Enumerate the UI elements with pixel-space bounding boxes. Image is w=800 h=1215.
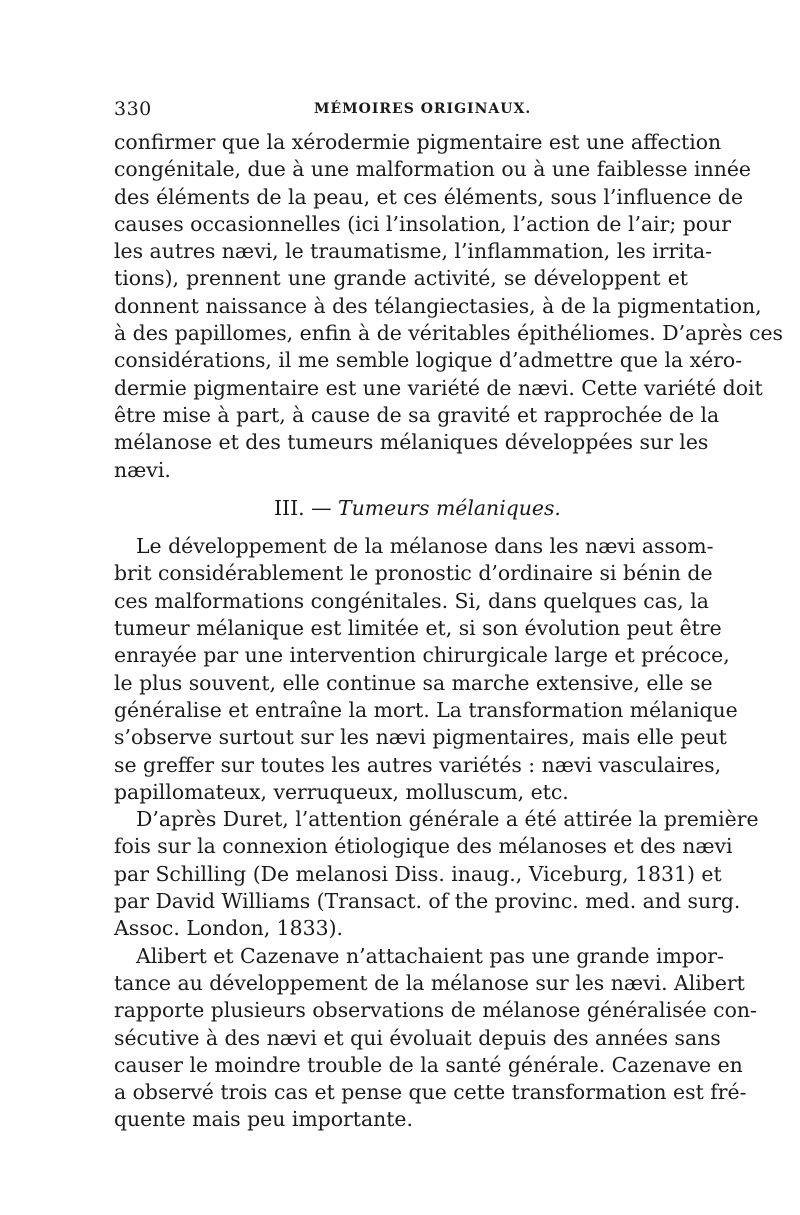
text-line: tance au développement de la mélanose sur les nævi. Alibert [114, 970, 745, 995]
text-line: quente mais peu importante. [114, 1107, 413, 1132]
text-line: être mise à part, à cause de sa gravité et rapprochée de la [114, 402, 720, 427]
text-line: dermie pigmentaire est une variété de nævi. Cette variété doit [114, 375, 763, 400]
page-number: 330 [114, 98, 152, 120]
text-line: rapporte plusieurs observations de mélanose généralisée con- [114, 998, 757, 1023]
running-title: MÉMOIRES ORIGINAUX. [314, 101, 532, 117]
text-line: fois sur la connexion étiologique des mélanoses et des nævi [114, 834, 733, 859]
paragraph-4 [114, 943, 757, 1134]
text-line: des éléments de la peau, et ces éléments, sous l’influence de [114, 184, 744, 209]
text-line: considérations, il me semble logique d’admettre que la xéro- [114, 348, 743, 373]
text-line: Alibert et Cazenave n’attachaient pas une grande impor- [136, 943, 724, 968]
text-line: papillomateux, verruqueux, molluscum, etc. [114, 779, 569, 804]
text-line: les autres nævi, le traumatisme, l’inflammation, les irrita- [114, 239, 713, 264]
text-line: généralise et entraîne la mort. La transformation mélanique [114, 697, 738, 722]
text-line: a observé trois cas et pense que cette transformation est fré- [114, 1080, 747, 1105]
text-line: brit considérablement le pronostic d’ordinaire si bénin de [114, 561, 713, 586]
body-text [114, 129, 784, 1134]
text-line: causer le moindre trouble de la santé générale. Cazenave en [114, 1052, 743, 1077]
paragraph-1 [114, 129, 784, 484]
text-line: s’observe surtout sur les nævi pigmentaires, mais elle peut [114, 725, 727, 750]
text-line: Assoc. London, 1833). [114, 916, 344, 941]
text-line: confirmer que la xérodermie pigmentaire est une affection [114, 130, 722, 154]
paragraph-2 [114, 533, 738, 806]
running-head [114, 98, 692, 126]
text-line: D’après Duret, l’attention générale a été attirée la première [136, 807, 759, 832]
text-line: mélanose et des tumeurs mélaniques développées sur les [114, 430, 709, 455]
section-number: III. — [274, 495, 332, 520]
text-line: Le développement de la mélanose dans les nævi assom- [136, 534, 714, 559]
text-line: par Schilling (De melanosi Diss. inaug., Viceburg, 1831) et [114, 861, 722, 886]
text-line: donnent naissance à des télangiectasies, à de la pigmentation, [114, 293, 762, 318]
text-line: sécutive à des nævi et qui évoluait depuis des années sans [114, 1025, 721, 1050]
text-line: par David Williams (Transact. of the provinc. med. and surg. [114, 889, 741, 914]
text-line: ces malformations congénitales. Si, dans quelques cas, la [114, 588, 709, 613]
text-line: causes occasionnelles (ici l’insolation, l’action de l’air; pour [114, 211, 731, 236]
text-line: enrayée par une intervention chirurgicale large et précoce, [114, 643, 730, 668]
paragraph-3 [114, 806, 759, 942]
text-line: tumeur mélanique est limitée et, si son évolution peut être [114, 616, 722, 641]
text-line: congénitale, due à une malformation ou à une faiblesse innée [114, 157, 751, 182]
text-line: tions), prennent une grande activité, se développent et [114, 266, 688, 291]
section-title: Tumeurs mélaniques. [338, 495, 561, 520]
text-line: à des papillomes, enfin à de véritables épithéliomes. D’après ces [114, 321, 784, 346]
section-heading [114, 495, 688, 522]
text-line: se greffer sur toutes les autres variétés : nævi vasculaires, [114, 752, 722, 777]
text-line: nævi. [114, 457, 171, 482]
text-line: le plus souvent, elle continue sa marche extensive, elle se [114, 670, 713, 695]
